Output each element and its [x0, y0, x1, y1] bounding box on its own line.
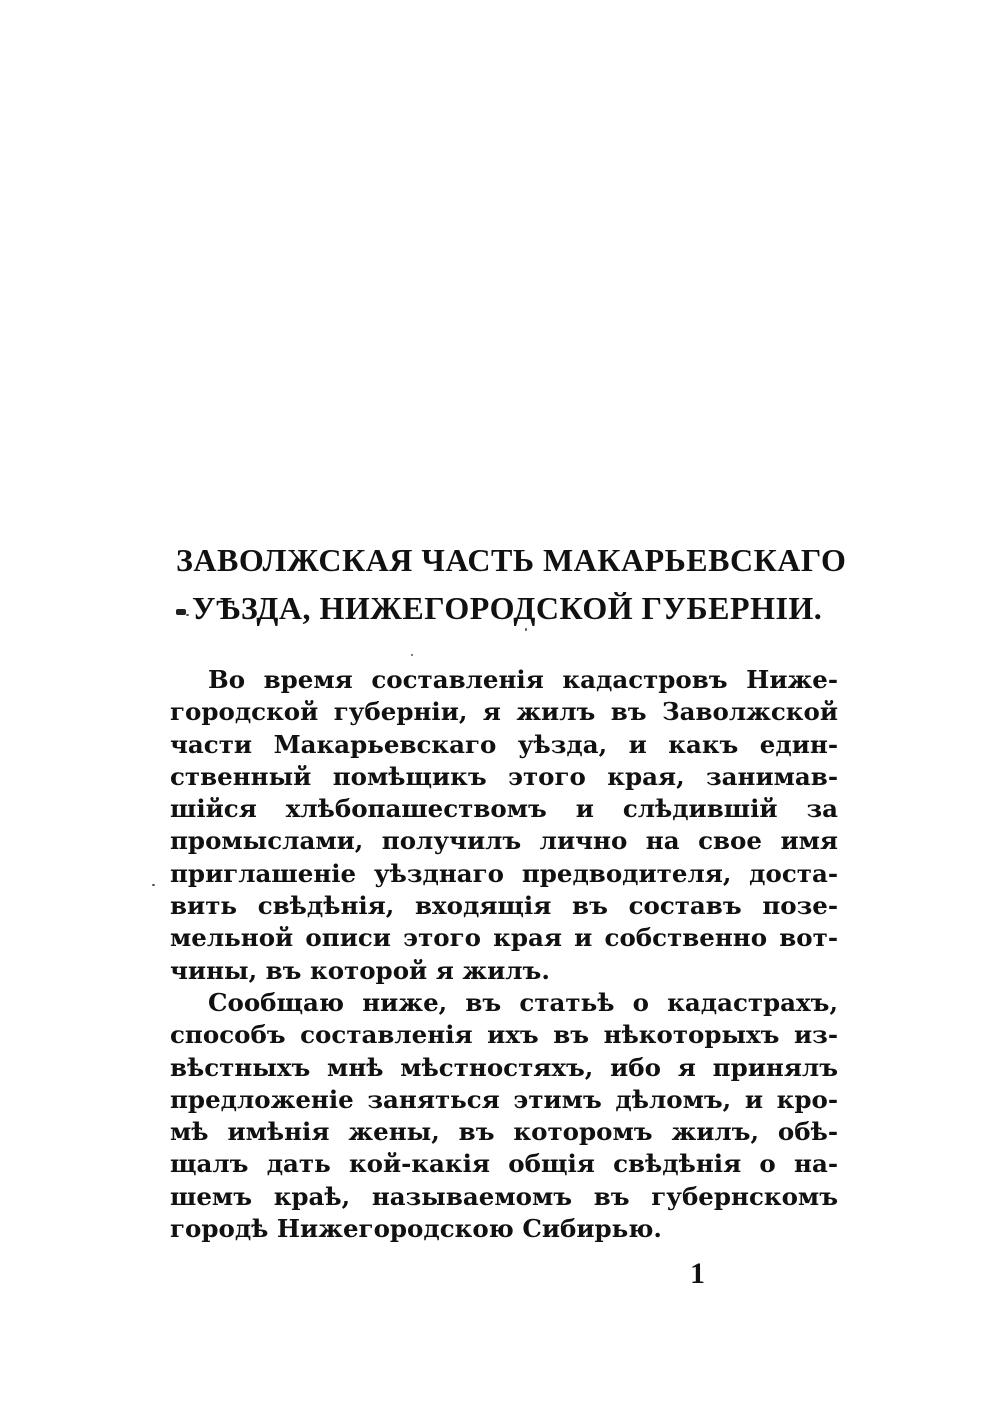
text-line: мельной описи этого края и собственно вот-: [170, 923, 838, 953]
text-line: вить свѣдѣнія, входящія въ составъ позе-: [170, 891, 838, 921]
scan-speck: [186, 614, 189, 616]
text-line: шійся хлѣбопашествомъ и слѣдившій за: [170, 794, 838, 824]
body-text: [170, 664, 838, 1245]
paragraph-1: [170, 664, 838, 987]
chapter-title-line-2: УѢЗДА, НИЖЕГОРОДСКОЙ ГУБЕРНІИ.: [174, 584, 844, 632]
text-line: Во время составленія кадастровъ Ниже-: [208, 665, 838, 694]
text-line: городской губерніи, я жилъ въ Заволжской: [170, 697, 838, 727]
chapter-title-line-1: ЗАВОЛЖСКАЯ ЧАСТЬ МАКАРЬЕВСКАГО: [176, 542, 847, 578]
text-line: мѣ имѣнія жены, въ которомъ жилъ, обѣ-: [170, 1117, 838, 1147]
paragraph-2: [170, 987, 838, 1245]
text-line: щалъ дать кой-какія общія свѣдѣнія о на-: [170, 1149, 838, 1179]
text-line: приглашеніе уѣзднаго предводителя, доста-: [170, 858, 838, 888]
page-number: 1: [690, 1257, 705, 1290]
scan-speck: [525, 628, 527, 631]
scan-speck: [411, 654, 413, 656]
text-line: городѣ Нижегородскою Сибирью.: [170, 1214, 662, 1244]
chapter-title: [174, 536, 847, 632]
text-line: Сообщаю ниже, въ статьѣ о кадастрахъ,: [208, 987, 838, 1017]
text-line: ственный помѣщикъ этого края, занимав-: [170, 761, 838, 791]
scan-speck: [152, 884, 155, 886]
text-line: чины, въ которой я жилъ.: [170, 955, 550, 985]
text-line: вѣстныхъ мнѣ мѣстностяхъ, ибо я принялъ: [170, 1052, 838, 1082]
text-line: предложеніе заняться этимъ дѣломъ, и кро-: [170, 1084, 838, 1114]
text-line: способъ составленія ихъ въ нѣкоторыхъ из-: [170, 1020, 838, 1050]
text-line: промыслами, получилъ лично на свое имя: [170, 826, 838, 856]
text-line: части Макарьевскаго уѣзда, и какъ един-: [170, 729, 838, 759]
text-line: шемъ краѣ, называемомъ въ губернскомъ: [170, 1181, 838, 1211]
